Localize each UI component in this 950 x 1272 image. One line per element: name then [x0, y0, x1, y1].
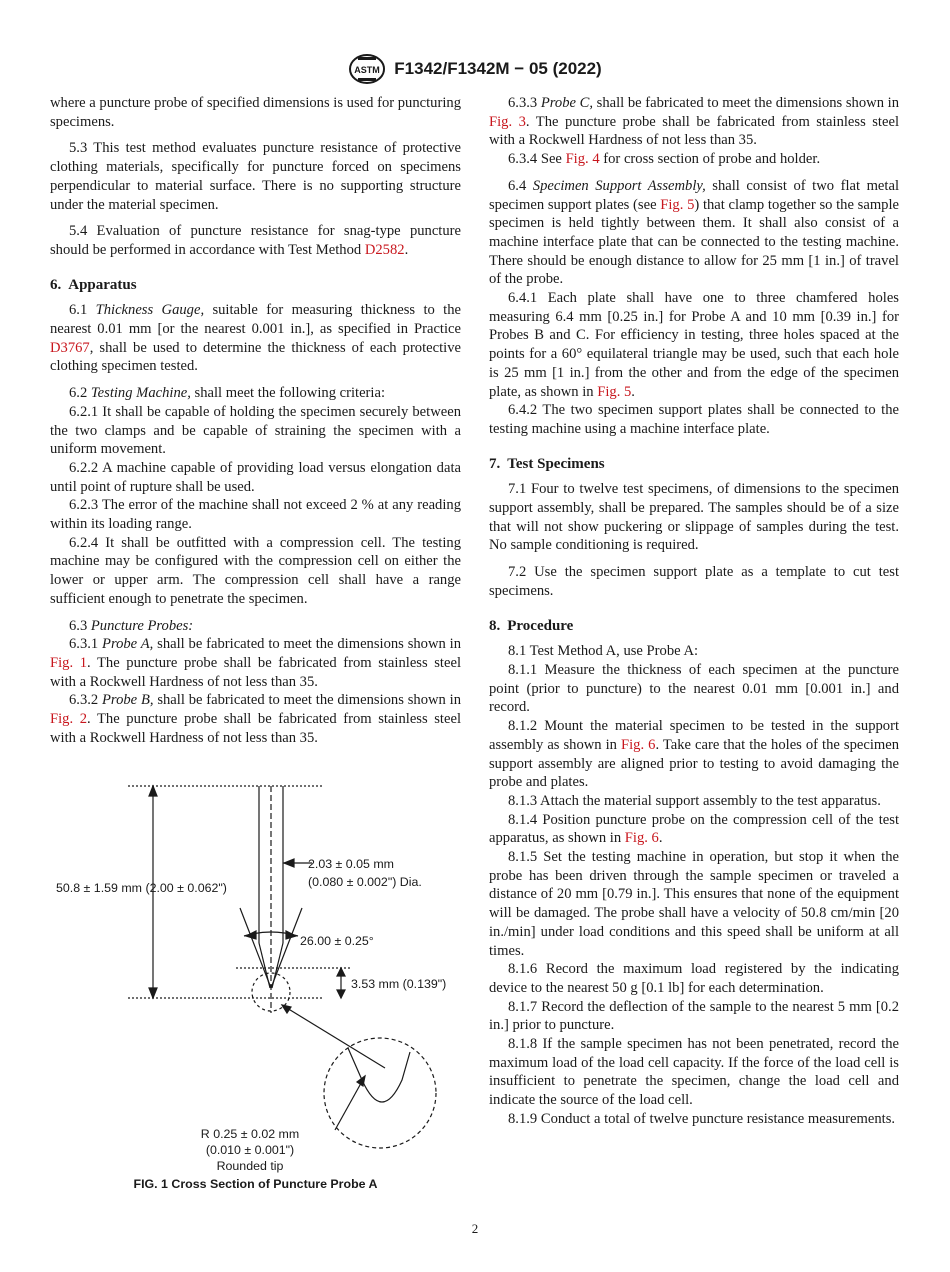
paragraph-6-1: 6.1 Thickness Gauge, suitable for measuring thickness to the nearest 0.01 mm [or the nearest 0.001 in.], as specified in Practice D3767, shall be used to determine the thickness of each protective clothing specimen tested.	[50, 302, 461, 375]
rounded-tip-profile	[348, 1048, 410, 1102]
paragraph-6-2-2: 6.2.2 A machine capable of providing load versus elongation data until point of rupture shall be used.	[50, 459, 461, 495]
paragraph-6-3: 6.3 Puncture Probes:	[69, 617, 194, 634]
detail-leader	[282, 1005, 385, 1068]
section-heading-6: 6. Apparatus	[50, 276, 137, 293]
link-fig-5-b[interactable]: Fig. 5	[597, 383, 632, 400]
paragraph-6-3-4: 6.3.4 See Fig. 4 for cross section of probe and holder.	[508, 151, 821, 168]
paragraph-6-3-1: 6.3.1 Probe A, shall be fabricated to meet the dimensions shown in Fig. 1. The puncture probe shall be fabricated from stainless steel with a Rockwell Hardness of not less than 35.	[50, 636, 461, 690]
label-radius-line2: (0.010 ± 0.001")	[205, 1143, 295, 1157]
arrow-down	[149, 988, 157, 998]
document-designation: F1342/F1342M − 05 (2022)	[394, 59, 602, 78]
paragraph-8-1-3: 8.1.3 Attach the material support assembly to the test apparatus.	[508, 792, 881, 809]
paragraph-7-2: 7.2 Use the specimen support plate as a template to cut test specimens.	[489, 564, 899, 599]
label-diameter-line2: (0.080 ± 0.002") Dia.	[308, 875, 422, 889]
probe-drawing	[50, 768, 461, 1200]
link-fig-2[interactable]: Fig. 2	[50, 711, 88, 728]
link-fig-3[interactable]: Fig. 3	[489, 113, 526, 130]
paragraph-8-1-8: 8.1.8 If the sample specimen has not been penetrated, record the maximum load of the load cell capacity. If the force of the load cell is insufficient to penetrate the specimen, change the load cell and indicate the source of the load cell.	[489, 1036, 899, 1109]
figure-1	[50, 768, 461, 1200]
page-header	[0, 52, 950, 86]
label-tip-length: 3.53 mm (0.139")	[351, 977, 447, 991]
angle-ray-right	[271, 908, 302, 988]
section-heading-8: 8. Procedure	[489, 617, 574, 634]
link-d2582[interactable]: D2582	[364, 241, 405, 258]
link-d3767[interactable]: D3767	[50, 339, 90, 356]
paragraph-8-1-4: 8.1.4 Position puncture probe on the compression cell of the test apparatus, as shown in Fig. 6.	[489, 811, 899, 847]
astm-logo-text: ASTM	[354, 65, 381, 75]
paragraph-6-4-1: 6.4.1 Each plate shall have one to three chamfered holes measuring 6.4 mm [0.25 in.] for Probe A and 10 mm [0.39 in.] for Probes B and C. For efficiency in testing, three holes spaced at the points for a 60° equilateral triangle may be used, such that each hole is 25 mm [1 in.] from the other and from the edge of the specimen plate, as shown in Fig. 5.	[489, 290, 899, 400]
page-number: 2	[471, 1221, 479, 1236]
link-fig-5[interactable]: Fig. 5	[660, 196, 695, 213]
label-radius-line1: R 0.25 ± 0.02 mm	[200, 1127, 300, 1141]
right-column	[489, 94, 899, 1129]
paragraph-8-1-5: 8.1.5 Set the testing machine in operation, but stop it when the probe has been driven through the sample specimen or traveled a distance of 20 mm [0.79 in.]. This ensures that none of the equipment will be damaged. The probe shall have a velocity of 50.8 cm/min [20 in./min] under load conditions and this speed shall be uniform at all times.	[489, 849, 899, 959]
paragraph-8-1-1: 8.1.1 Measure the thickness of each specimen at the puncture point (prior to puncture) to the nearest 0.01 mm [0.001 in.] and record.	[489, 661, 899, 716]
paragraph-8-1-9: 8.1.9 Conduct a total of twelve puncture resistance measurements.	[508, 1110, 896, 1127]
angle-ray-left	[240, 908, 271, 988]
paragraph-6-2: 6.2 Testing Machine, shall meet the following criteria:	[69, 385, 386, 402]
paragraph-5-4: 5.4 Evaluation of puncture resistance for snag-type puncture should be performed in accordance with Test Method D2582.	[50, 223, 461, 258]
link-fig-4[interactable]: Fig. 4	[565, 151, 600, 168]
paragraph-8-1-2: 8.1.2 Mount the material specimen to be tested in the support assembly as shown in Fig. 6. Take care that the holes of the specimen support assembly are aligned prior to testing to avoid damaging the probe and plates.	[489, 718, 899, 791]
label-overall-length: 50.8 ± 1.59 mm (2.00 ± 0.062")	[56, 881, 227, 895]
label-radius-line3: Rounded tip	[216, 1159, 284, 1173]
paragraph-6-3-2: 6.3.2 Probe B, shall be fabricated to meet the dimensions shown in Fig. 2. The puncture probe shall be fabricated from stainless steel with a Rockwell Hardness of not less than 35.	[50, 692, 461, 746]
paragraph-6-3-3: 6.3.3 Probe C, shall be fabricated to meet the dimensions shown in Fig. 3. The puncture probe shall be fabricated from stainless steel with a Rockwell Hardness of not less than 35.	[489, 95, 899, 149]
left-column	[50, 94, 461, 748]
paragraph-6-4: 6.4 Specimen Support Assembly, shall consist of two flat metal specimen support plates (see Fig. 5) that clamp together so the sample specimen is held tightly between them. It shall also consist of a machine interface plate that can be connected to the testing machine. There should be enough distance to allow for 25 mm [1 in.] of travel of the probe.	[489, 177, 899, 288]
astm-logo-icon	[348, 53, 386, 85]
paragraph-6-4-2: 6.4.2 The two specimen support plates shall be connected to the testing machine using a machine interface plate.	[489, 402, 899, 437]
link-fig-1[interactable]: Fig. 1	[50, 654, 88, 671]
paragraph-8-1-7: 8.1.7 Record the deflection of the sample to the nearest 5 mm [0.2 in.] prior to puncture.	[489, 998, 899, 1034]
paragraph-continued: where a puncture probe of specified dimensions is used for puncturing specimens.	[50, 95, 461, 130]
paragraph-8-1: 8.1 Test Method A, use Probe A:	[508, 643, 699, 660]
link-fig-6[interactable]: Fig. 6	[621, 736, 656, 753]
paragraph-7-1: 7.1 Four to twelve test specimens, of dimensions to the specimen support assembly, shall be prepared. The samples should be of a size that will not show puckering or slippage of samples during the test. No sample conditioning is required.	[489, 481, 899, 554]
label-diameter-line1: 2.03 ± 0.05 mm	[308, 857, 395, 871]
paragraph-6-2-1: 6.2.1 It shall be capable of holding the specimen securely between the two clamps and be capable of straining the specimen with a uniform movement.	[50, 403, 461, 458]
paragraph-8-1-6: 8.1.6 Record the maximum load registered by the indicating device to the nearest 50 g [0.1 lb] for each determination.	[489, 961, 899, 996]
link-fig-6-b[interactable]: Fig. 6	[624, 830, 659, 847]
paragraph-6-2-4: 6.2.4 It shall be outfitted with a compression cell. The testing machine may be configured with the compression cell on either the lower or upper arm. The compression cell shall have a range sufficient enough to penetrate the specimen.	[50, 534, 461, 607]
paragraph-6-2-3: 6.2.3 The error of the machine shall not exceed 2 % at any reading within its loading range.	[50, 497, 461, 533]
label-tip-angle: 26.00 ± 0.25°	[300, 934, 374, 948]
tip-detail-circle-large	[324, 1038, 436, 1148]
figure-1-caption: FIG. 1 Cross Section of Puncture Probe A	[133, 1177, 378, 1191]
paragraph-5-3: 5.3 This test method evaluates puncture resistance of protective clothing materials, specifically for puncture forced on specimens perpendicular to material surface. There is no supporting structure under the material specimen.	[50, 140, 461, 213]
section-heading-7: 7. Test Specimens	[489, 455, 605, 472]
arrow-up	[149, 786, 157, 796]
